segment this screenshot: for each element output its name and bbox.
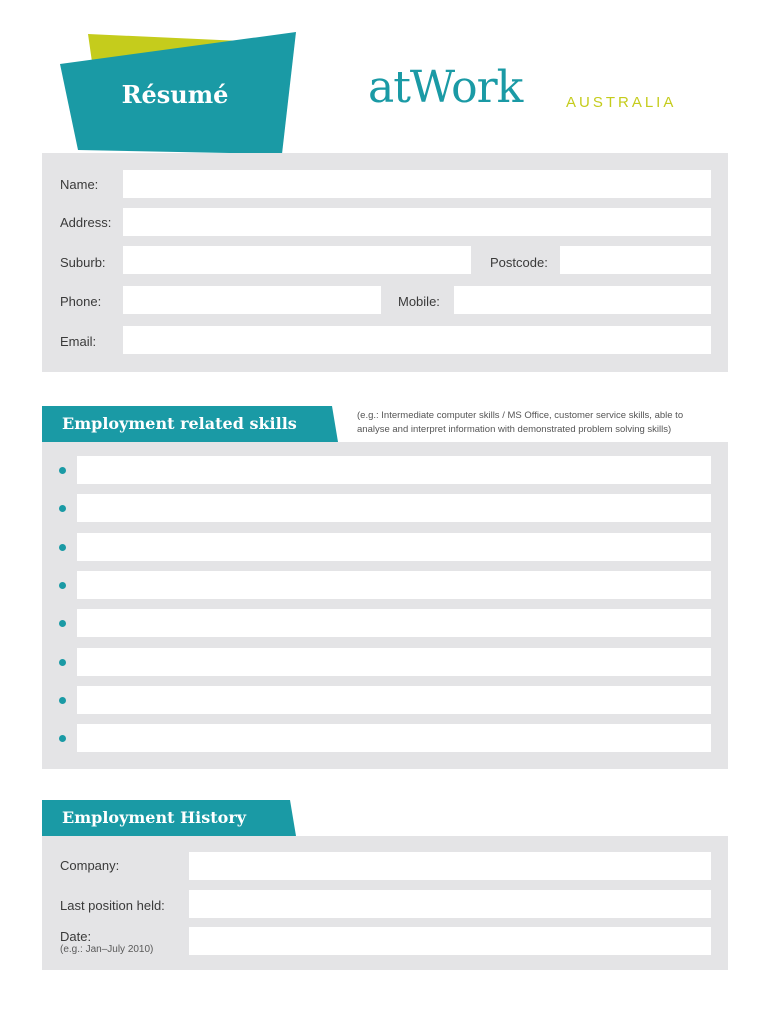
company-field[interactable] <box>189 852 711 880</box>
skill-bullet-icon <box>59 659 66 666</box>
history-heading: Employment History <box>62 808 247 827</box>
skill-field[interactable] <box>77 533 711 561</box>
company-label: Company: <box>60 858 120 873</box>
postcode-field[interactable] <box>560 246 711 274</box>
skill-bullet-icon <box>59 467 66 474</box>
skill-bullet-icon <box>59 582 66 589</box>
phone-field[interactable] <box>123 286 381 314</box>
history-heading-tab <box>42 800 296 836</box>
suburb-field[interactable] <box>123 246 471 274</box>
postcode-label: Postcode: <box>490 255 548 270</box>
skill-field[interactable] <box>77 494 711 522</box>
name-field[interactable] <box>123 170 711 198</box>
skill-bullet-icon <box>59 697 66 704</box>
skill-field[interactable] <box>77 456 711 484</box>
skill-field[interactable] <box>77 571 711 599</box>
skill-field[interactable] <box>77 686 711 714</box>
address-label: Address: <box>60 215 112 230</box>
suburb-label: Suburb: <box>60 255 106 270</box>
date-field[interactable] <box>189 927 711 955</box>
mobile-field[interactable] <box>454 286 711 314</box>
skill-field[interactable] <box>77 724 711 752</box>
skills-heading-tab <box>42 406 338 442</box>
name-label: Name: <box>60 177 99 192</box>
skill-field[interactable] <box>77 648 711 676</box>
mobile-label: Mobile: <box>398 294 440 309</box>
last-position-field[interactable] <box>189 890 711 918</box>
skill-field[interactable] <box>77 609 711 637</box>
skills-example-note: (e.g.: Intermediate computer skills / MS Office, customer service skills, able to analyse and interpret information with demonstrated problem solving skills) <box>357 410 684 435</box>
logo-wordmark: atWork <box>368 62 523 113</box>
skill-bullet-icon <box>59 544 66 551</box>
date-hint: (e.g.: Jan–July 2010) <box>60 944 154 955</box>
skills-heading: Employment related skills <box>62 414 297 433</box>
page-title: Résumé <box>121 80 229 109</box>
address-field[interactable] <box>123 208 711 236</box>
skills-panel <box>42 442 728 769</box>
logo-subtitle: AUSTRALIA <box>566 94 677 111</box>
email-label: Email: <box>60 334 97 349</box>
date-label: Date: <box>60 929 92 944</box>
email-field[interactable] <box>123 326 711 354</box>
last-position-label: Last position held: <box>60 898 165 913</box>
phone-label: Phone: <box>60 294 102 309</box>
